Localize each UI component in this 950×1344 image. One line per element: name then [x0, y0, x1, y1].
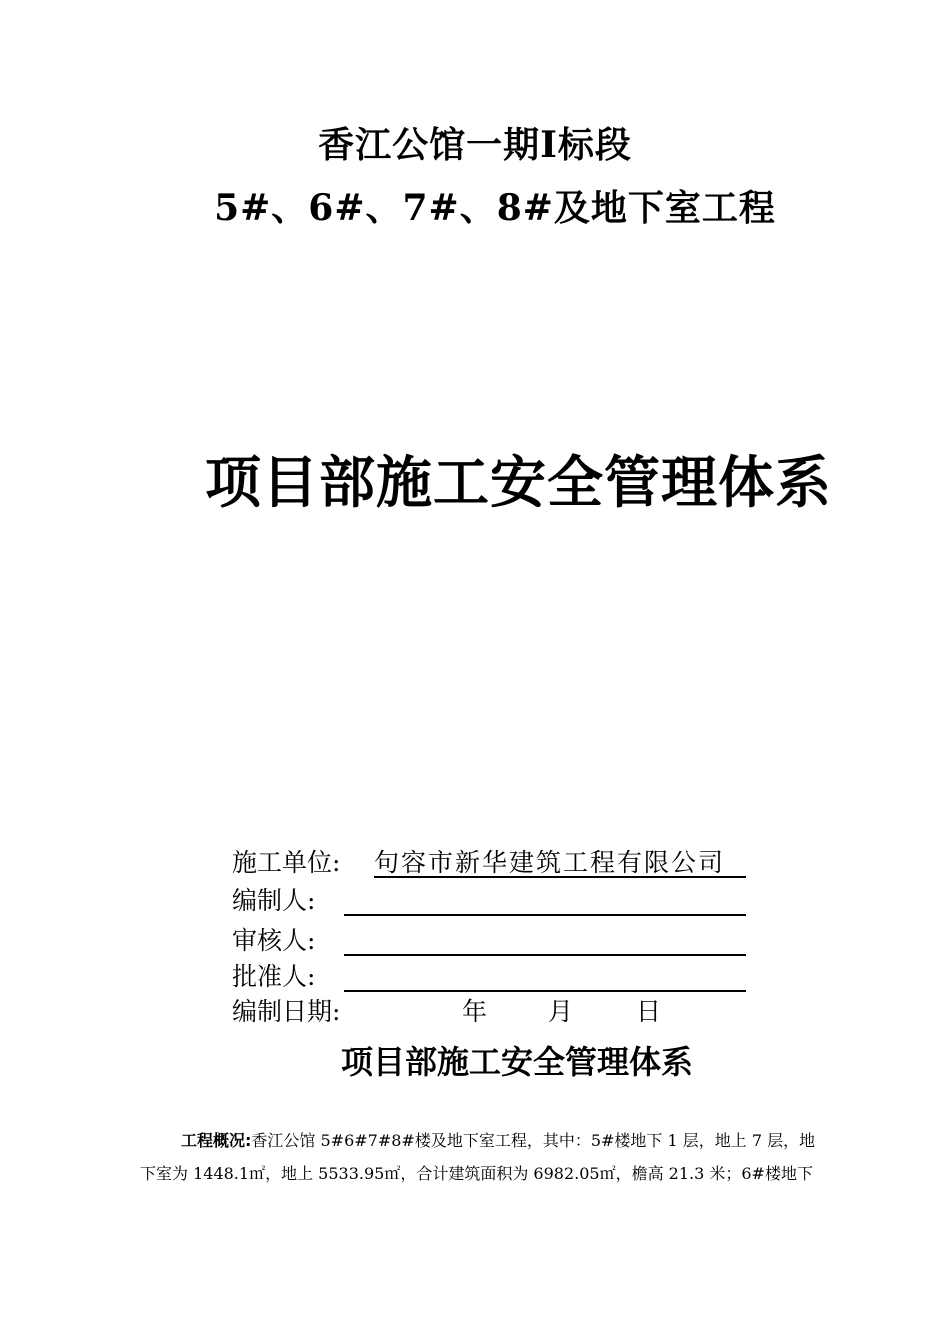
company-label: 施工单位:	[232, 848, 341, 877]
project-title-line1: 香江公馆一期Ⅰ标段	[318, 124, 632, 166]
company-value: 句容市新华建筑工程有限公司	[374, 846, 746, 878]
compiler-row	[232, 884, 315, 918]
approver-signature-line	[344, 960, 746, 992]
date-day-label: 日	[636, 997, 662, 1026]
overview-label: 工程概况:	[181, 1131, 252, 1150]
reviewer-label: 审核人:	[232, 926, 316, 955]
compiler-signature-line	[344, 884, 746, 916]
date-label: 编制日期:	[232, 997, 341, 1026]
overview-text-line1: 香江公馆 5#6#7#8#楼及地下室工程，其中：5#楼地下 1 层，地上 7 层，地	[251, 1131, 816, 1150]
document-main-title: 项目部施工安全管理体系	[205, 451, 832, 516]
section-title: 项目部施工安全管理体系	[340, 1043, 693, 1081]
company-row	[232, 846, 726, 880]
reviewer-row	[232, 924, 315, 958]
project-title-line2: 5#、6#、7#、8#及地下室工程	[214, 187, 776, 229]
overview-paragraph-line2	[140, 1162, 895, 1186]
date-month-label: 月	[548, 997, 574, 1026]
approver-row	[232, 960, 315, 994]
approver-label: 批准人:	[232, 962, 316, 991]
reviewer-signature-line	[344, 924, 746, 956]
date-year-label: 年	[462, 997, 488, 1026]
date-row	[232, 995, 662, 1029]
compiler-label: 编制人:	[232, 886, 316, 915]
overview-text-line2: 下室为 1448.1㎡，地上 5533.95㎡，合计建筑面积为 6982.05㎡，檐高 21.3 米；6#楼地下	[140, 1164, 813, 1183]
overview-paragraph-line1	[181, 1129, 936, 1153]
